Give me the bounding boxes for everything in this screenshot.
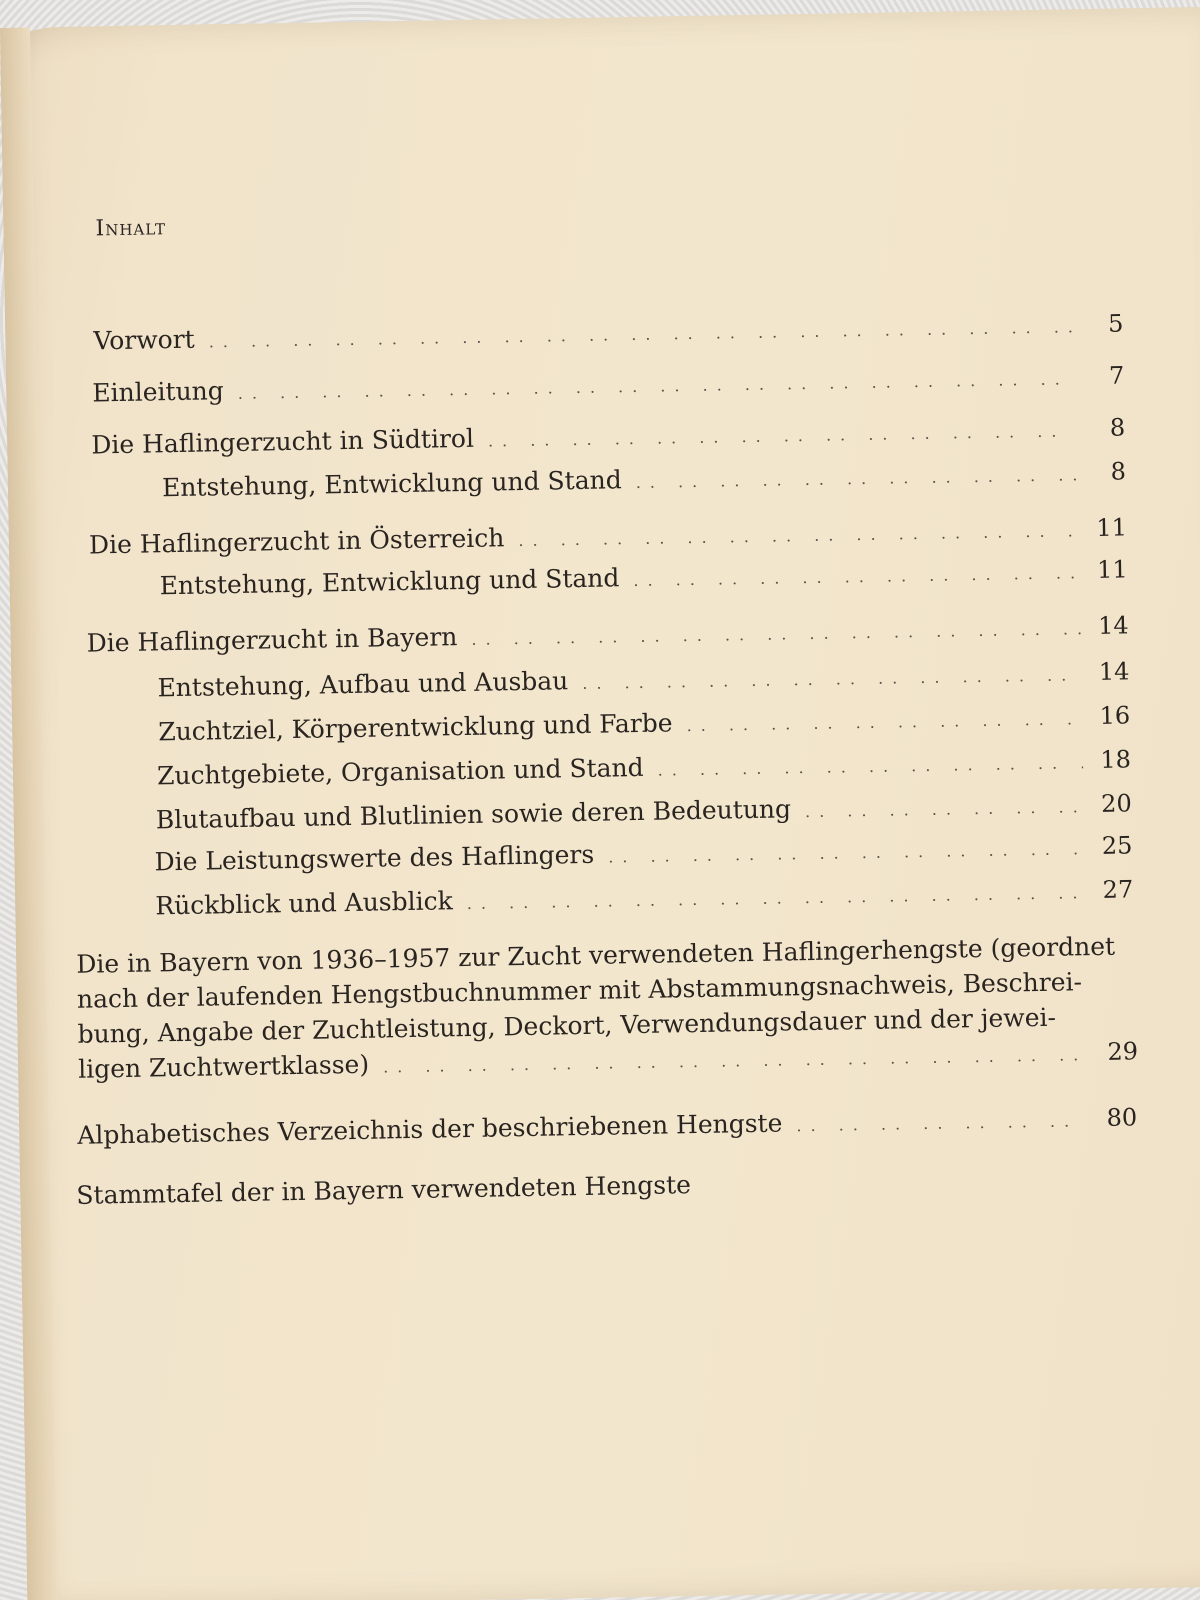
toc-entry-page: 18 bbox=[1100, 745, 1132, 774]
toc-entry-page: 14 bbox=[1098, 657, 1130, 686]
dot-leader bbox=[467, 883, 1086, 913]
toc-entry-label: Rückblick und Ausblick bbox=[155, 886, 454, 921]
toc-entry-label: Die Haflingerzucht in Bayern bbox=[86, 622, 458, 658]
toc-entry-oesterreich bbox=[89, 512, 1127, 559]
dot-leader bbox=[582, 665, 1081, 693]
toc-entry-label: Die Haflingerzucht in Südtirol bbox=[91, 423, 475, 460]
toc-entry-page: 16 bbox=[1099, 701, 1131, 730]
toc-subentry-suedtirol bbox=[162, 456, 1126, 502]
toc-entry-hengste bbox=[76, 928, 1138, 1089]
dot-leader bbox=[805, 797, 1084, 821]
toc-entry-page: 25 bbox=[1101, 831, 1133, 860]
toc-entry-stammtafel: Stammtafel der in Bayern verwendeten Hengste bbox=[76, 1170, 692, 1210]
dot-leader bbox=[209, 317, 1076, 351]
dot-leader bbox=[633, 563, 1080, 590]
toc-entry-label: Vorwort bbox=[93, 324, 195, 356]
toc-entry-label: Entstehung, Aufbau und Ausbau bbox=[157, 666, 569, 703]
hengste-line: Die in Bayern von 1936–1957 zur Zucht verwendeten Haflingerhengste (geordnet bbox=[76, 931, 1116, 979]
toc-entry-label: Die Haflingerzucht in Österreich bbox=[88, 523, 505, 560]
toc-entry-page: 29 bbox=[1107, 1037, 1139, 1066]
book-page bbox=[0, 7, 1200, 1600]
toc-entry-vorwort bbox=[93, 308, 1123, 355]
toc-entry-bayern bbox=[86, 610, 1128, 657]
hengste-line: ligen Zuchtwertklasse) bbox=[77, 1049, 370, 1084]
hengste-line: bung, Angabe der Zuchtleistung, Deckort, Verwendungsdauer und der jewei- bbox=[77, 1002, 1057, 1049]
toc-entry-page: 8 bbox=[1109, 413, 1126, 442]
dot-leader bbox=[686, 709, 1082, 735]
toc-entry-verzeichnis bbox=[77, 1102, 1137, 1149]
dot-leader bbox=[488, 421, 1078, 450]
dot-leader bbox=[657, 753, 1083, 779]
toc-entry-page: 11 bbox=[1096, 555, 1128, 584]
toc-entry-page: 5 bbox=[1107, 309, 1124, 338]
toc-entry-suedtirol bbox=[91, 412, 1125, 459]
hengste-line: nach der laufenden Hengstbuchnummer mit Abstammungsnachweis, Beschrei- bbox=[76, 967, 1083, 1014]
toc-entry-label: Alphabetisches Verzeichnis der beschriebenen Hengste bbox=[77, 1108, 783, 1150]
toc-subentry-oesterreich bbox=[160, 554, 1128, 600]
toc-entry-label: Die Leistungswerte des Haflingers bbox=[154, 839, 595, 877]
toc-entry-page: 20 bbox=[1100, 789, 1132, 818]
dot-leader bbox=[518, 521, 1079, 550]
toc-entry-einleitung bbox=[92, 360, 1124, 407]
toc-entry-page: 27 bbox=[1102, 875, 1134, 904]
toc-subentry-zuchtziel bbox=[158, 700, 1130, 746]
toc-subentry-blutaufbau bbox=[156, 788, 1132, 834]
dot-leader bbox=[636, 465, 1079, 492]
dot-leader bbox=[238, 369, 1077, 403]
dot-leader bbox=[471, 619, 1081, 649]
toc-content bbox=[0, 7, 1200, 1600]
dot-leader bbox=[796, 1111, 1089, 1135]
toc-entry-label: Blutaufbau und Blutlinien sowie deren Bedeutung bbox=[155, 794, 792, 835]
toc-subentry-aufbau bbox=[157, 656, 1129, 702]
toc-subentry-zuchtgebiete bbox=[157, 744, 1131, 790]
dot-leader bbox=[608, 839, 1085, 866]
toc-entry-label: Zuchtziel, Körperentwicklung und Farbe bbox=[158, 708, 673, 747]
toc-entry-label: Entstehung, Entwicklung und Stand bbox=[161, 465, 622, 503]
toc-entry-page: 8 bbox=[1110, 457, 1127, 486]
toc-entry-label: Zuchtgebiete, Organisation und Stand bbox=[156, 752, 644, 791]
toc-entry-page: 80 bbox=[1106, 1103, 1138, 1132]
toc-entry-page: 7 bbox=[1108, 361, 1125, 390]
toc-subentry-leistungswerte bbox=[154, 830, 1132, 876]
toc-entry-page: 14 bbox=[1097, 611, 1129, 640]
toc-entry-label: Einleitung bbox=[92, 376, 225, 408]
toc-entry-label: Entstehung, Entwicklung und Stand bbox=[159, 563, 620, 601]
toc-subentry-rueckblick bbox=[155, 874, 1133, 920]
toc-heading: Inhalt bbox=[95, 215, 167, 242]
toc-entry-page: 11 bbox=[1096, 513, 1128, 542]
